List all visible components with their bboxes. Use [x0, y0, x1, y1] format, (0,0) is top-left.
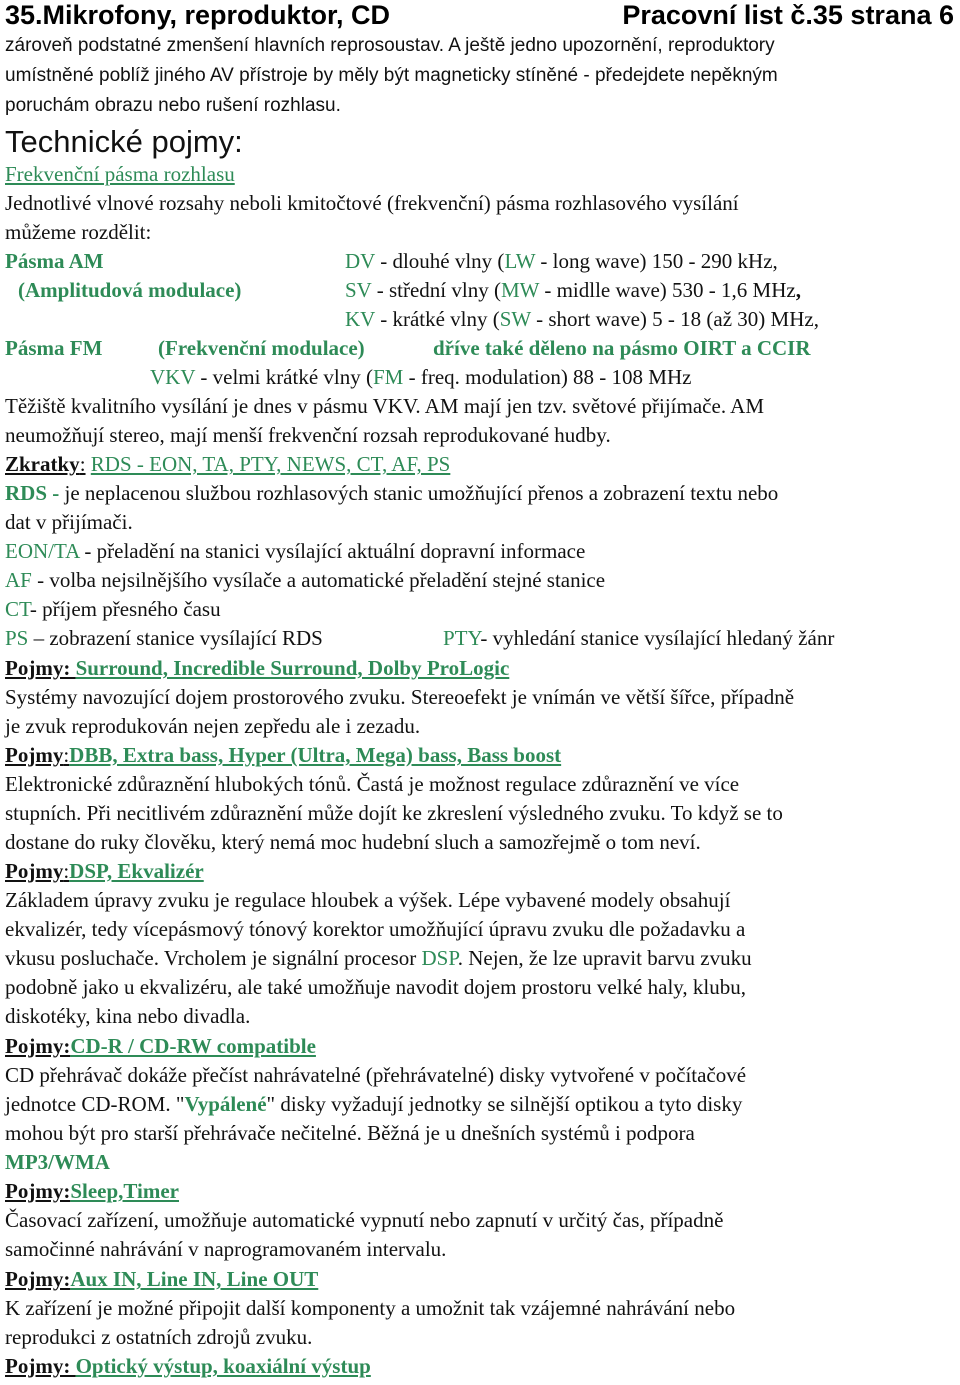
cdr-label: Pojmy: — [5, 1034, 71, 1058]
abbr-label: Zkratky — [5, 452, 80, 476]
header-page-info: Pracovní list č.35 strana 6 — [622, 0, 954, 30]
cdr-text-3: mohou být pro starší přehrávače nečitelné. Běžná je u dnešních systémů i podpora — [5, 1121, 695, 1145]
optic-row — [5, 1352, 956, 1381]
dsp-text-5: diskotéky, kina nebo divadla. — [5, 1004, 251, 1028]
eon-row — [5, 537, 956, 566]
page-header — [5, 0, 954, 30]
vkv-text-b: - freq. modulation) 88 - 108 MHz — [403, 365, 692, 389]
pty-code: PTY — [443, 626, 481, 650]
dsp-text-3b: . Nejen, že lze upravit barvu zvuku — [457, 946, 752, 970]
ct-code: CT — [5, 597, 30, 621]
dv-text-b: - long wave) 150 - 290 kHz, — [535, 249, 778, 273]
ps-text: – zobrazení stanice vysílající RDS — [28, 626, 323, 650]
ps-pty-row — [5, 624, 956, 653]
fm-code: FM — [373, 365, 404, 389]
intro-line-2: umístněné poblíž jiného AV přístroje by měly být magneticky stíněné - předejdete nepěkným — [5, 65, 778, 86]
vypalene-term: Vypálené — [184, 1092, 267, 1116]
sv-text-a: - střední vlny ( — [371, 278, 501, 302]
fm-note: dříve také děleno na pásmo OIRT a CCIR — [433, 336, 811, 360]
rds-code: RDS - — [5, 481, 60, 505]
bass-label: Pojmy — [5, 743, 64, 767]
bands-text-2: můžeme rozdělit: — [5, 220, 152, 244]
am-label: Pásma AM — [5, 249, 104, 273]
fm-label: Pásma FM — [5, 336, 103, 360]
ct-row — [5, 595, 956, 624]
aux-terms: Aux IN, Line IN, Line OUT — [70, 1267, 319, 1291]
intro-line-3: poruchám obrazu nebo rušení rozhlasu. — [5, 95, 341, 116]
bass-text-2: stupních. Při necitlivém zdůraznění může dojít ke zkreslení výsledného zvuku. To když se to — [5, 801, 783, 825]
dsp-text-2: ekvalizér, tedy vícepásmový tónový korektor umožňující úpravu zvuku dle požadavku a — [5, 917, 746, 941]
ct-text: - příjem přesného času — [29, 597, 221, 621]
bands-text-1: Jednotlivé vlnové rozsahy neboli kmitočtové (frekvenční) pásma rozhlasového vysílání — [5, 191, 739, 215]
lw-code: LW — [504, 249, 536, 273]
dsp-text-1: Základem úpravy zvuku je regulace hloubek a výšek. Lépe vybavené modely obsahují — [5, 888, 731, 912]
bass-text-3: dostane do ruky člověku, který nemá moc hudební sluch a samozřejmě o tom neví. — [5, 830, 701, 854]
mw-code: MW — [500, 278, 540, 302]
vkv-line — [150, 363, 691, 392]
kv-code: KV — [345, 307, 375, 331]
cdr-text-1: CD přehrávač dokáže přečíst nahrávatelné (přehrávatelné) disky vytvořené v počítačové — [5, 1063, 747, 1087]
am-sub: (Amplitudová modulace) — [18, 278, 242, 302]
dsp-text-3 — [5, 944, 956, 973]
bass-colon: : — [63, 743, 70, 767]
abbr-list: RDS - EON, TA, PTY, NEWS, CT, AF, PS — [90, 452, 451, 476]
dv-text-a: - dlouhé vlny ( — [374, 249, 505, 273]
sv-text-b: - midlle wave) 530 - 1,6 MHz — [539, 278, 796, 302]
sleep-text-1: Časovací zařízení, umožňuje automatické vypnutí nebo zapnutí v určitý čas, případně — [5, 1208, 724, 1232]
dsp-label: Pojmy — [5, 859, 64, 883]
sleep-row — [5, 1177, 956, 1206]
aux-text-2: reprodukci z ostatních zdrojů zvuku. — [5, 1325, 313, 1349]
cdr-text-4: MP3/WMA — [5, 1150, 110, 1174]
cdr-text-2b: " disky vyžadují jednotky se silnější optikou a tyto disky — [266, 1092, 743, 1116]
dsp-text-3a: vkusu posluchače. Vrcholem je signální procesor — [5, 946, 422, 970]
abbr-row — [5, 450, 956, 479]
dsp-code: DSP — [421, 946, 458, 970]
surround-label: Pojmy: — [5, 656, 76, 680]
bands-heading: Frekvenční pásma rozhlasu — [5, 162, 235, 186]
dv-code: DV — [345, 249, 375, 273]
dsp-text-4: podobně jako u ekvalizéru, ale také umožňuje navodit dojem prostoru velké haly, klubu, — [5, 975, 747, 999]
optic-label: Pojmy: — [5, 1354, 76, 1378]
sv-code: SV — [345, 278, 372, 302]
aux-text-1: K zařízení je možné připojit další komponenty a umožnit tak vzájemné nahrávání nebo — [5, 1296, 736, 1320]
surround-text-1: Systémy navozující dojem prostorového zvuku. Stereoefekt je vnímán ve větší šířce, případně — [5, 685, 795, 709]
sv-comma: , — [795, 278, 801, 302]
dsp-row — [5, 857, 956, 886]
aux-label: Pojmy: — [5, 1267, 71, 1291]
kv-text-a: - krátké vlny ( — [374, 307, 500, 331]
sleep-text-2: samočinné nahrávání v naprogramovaném intervalu. — [5, 1237, 447, 1261]
cdr-text-2 — [5, 1090, 956, 1119]
dv-line — [345, 247, 778, 276]
surround-text-2: je zvuk reprodukován nejen zepředu ale i zezadu. — [5, 714, 421, 738]
am-row — [5, 247, 956, 276]
abbr-colon: : — [79, 452, 86, 476]
eon-text: - přeladění na stanici vysílající aktuální dopravní informace — [79, 539, 586, 563]
fm-sub: (Frekvenční modulace) — [158, 336, 365, 360]
kv-text-b: - short wave) 5 - 18 (až 30) MHz, — [530, 307, 819, 331]
surround-row — [5, 654, 956, 683]
ps-code: PS — [5, 626, 29, 650]
cdr-row — [5, 1032, 956, 1061]
pty-text: - vyhledání stanice vysílající hledaný žánr — [480, 626, 835, 650]
dsp-colon: : — [63, 859, 70, 883]
vkv-code: VKV — [150, 365, 196, 389]
af-text: - volba nejsilnějšího vysílače a automatické přeladění stejné stanice — [31, 568, 606, 592]
eon-code: EON/TA — [5, 539, 80, 563]
fm-row — [5, 334, 956, 363]
bass-terms: DBB, Extra bass, Hyper (Ultra, Mega) bass, Bass boost — [69, 743, 562, 767]
vkv-text-a: - velmi krátké vlny ( — [195, 365, 373, 389]
bands-text-3: Těžiště kvalitního vysílání je dnes v pásmu VKV. AM mají jen tzv. světové přijímače. AM — [5, 394, 764, 418]
bass-row — [5, 741, 956, 770]
rds-row — [5, 479, 956, 508]
surround-terms: Surround, Incredible Surround, Dolby ProLogic — [75, 656, 510, 680]
header-title: 35.Mikrofony, reproduktor, CD — [5, 0, 391, 30]
aux-row — [5, 1265, 956, 1294]
sw-code: SW — [499, 307, 531, 331]
bass-text-1: Elektronické zdůraznění hlubokých tónů. Častá je možnost regulace zdůraznění ve více — [5, 772, 740, 796]
optic-terms: Optický výstup, koaxiální výstup — [75, 1354, 371, 1378]
af-code: AF — [5, 568, 32, 592]
bands-text-4: neumožňují stereo, mají menší frekvenční rozsah reprodukované hudby. — [5, 423, 611, 447]
pty-line — [443, 624, 834, 653]
intro-line-1: zároveň podstatné zmenšení hlavních reprosoustav. A ještě jedno upozornění, reproduktory — [5, 35, 775, 56]
cdr-text-2a: jednotce CD-ROM. " — [5, 1092, 185, 1116]
sv-line — [345, 276, 801, 305]
sleep-terms: Sleep,Timer — [70, 1179, 179, 1203]
dsp-terms: DSP, Ekvalizér — [69, 859, 204, 883]
sleep-label: Pojmy: — [5, 1179, 71, 1203]
rds-text-2: dat v přijímači. — [5, 510, 133, 534]
af-row — [5, 566, 956, 595]
section-title: Technické pojmy: — [5, 124, 243, 159]
rds-text: je neplacenou službou rozhlasových stanic umožňující přenos a zobrazení textu nebo — [59, 481, 779, 505]
cdr-terms: CD-R / CD-RW compatible — [70, 1034, 316, 1058]
kv-line — [345, 305, 819, 334]
